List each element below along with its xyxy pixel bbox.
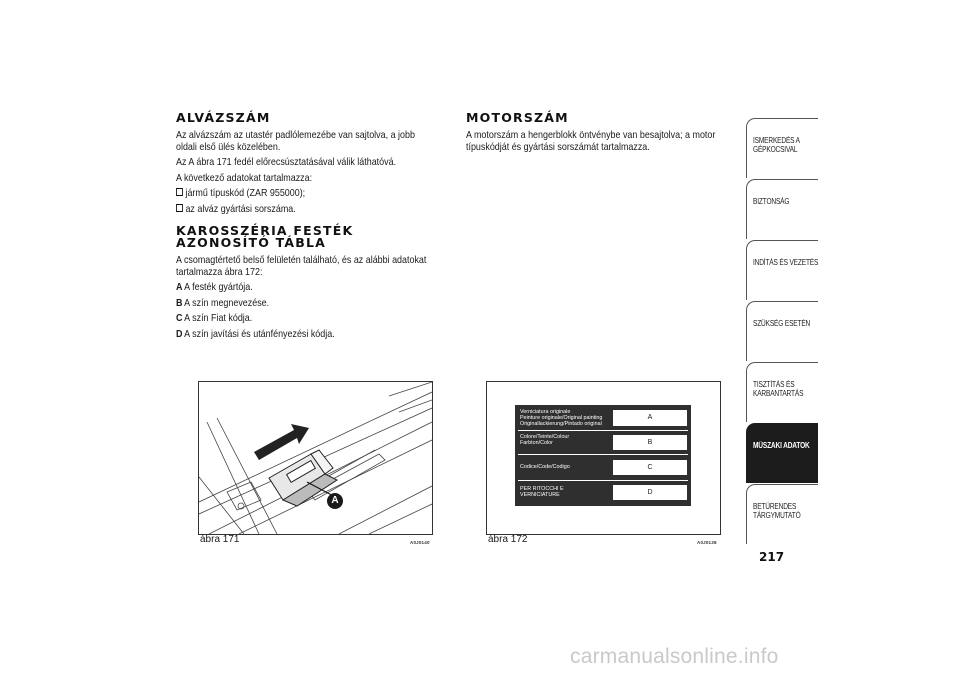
figure-172-code: A0J0138 <box>697 540 717 545</box>
plate-row-b-text: Colore/Teinte/Colour Farbton/Color <box>520 434 570 447</box>
heading-chassis-number: ALVÁZSZÁM <box>176 110 271 125</box>
watermark: carmanualsonline.info <box>570 645 779 668</box>
paint-plate-paragraph: A csomagtértető belső felületén található, és az alábbi adatokat tartalmazza ábra 172: <box>176 255 427 278</box>
list-item: jármű típuskód (ZAR 955000); <box>176 188 437 200</box>
list-item: A A festék gyártója. <box>176 282 253 293</box>
list-item: C A szín Fiat kódja. <box>176 313 253 324</box>
tab-tisztitas[interactable]: TISZTÍTÁS ÉS KARBANTARTÁS <box>746 362 818 422</box>
plate-box-b: B <box>613 435 687 450</box>
tab-szukseg[interactable]: SZÜKSÉG ESETÉN <box>746 301 818 361</box>
plate-row-a-text: Verniciatura originale Peinture originale/Original painting Originallackierung/Pintado original <box>520 409 603 428</box>
plate-divider <box>518 454 688 455</box>
right-column <box>466 112 728 157</box>
tab-targymutato[interactable]: BETŰRENDES TÁRGYMUTATÓ <box>746 484 818 544</box>
plate-row-c-text: Codice/Code/Codigo <box>520 464 570 470</box>
plate-box-d: D <box>613 485 687 500</box>
tab-inditas[interactable]: INDÍTÁS ÉS VEZETÉS <box>746 240 818 300</box>
page-number: 217 <box>759 550 785 564</box>
chassis-paragraph-3: A következő adatokat tartalmazza: <box>176 172 313 184</box>
heading-engine-number: MOTORSZÁM <box>466 110 569 125</box>
chassis-number-drawing <box>199 382 432 534</box>
list-item: D A szín javítási és utánfényezési kódja. <box>176 328 335 340</box>
checkbox-bullet-icon <box>176 188 183 196</box>
chassis-paragraph-2: Az A ábra 171 fedél előrecsúsztatásával válik láthatóvá. <box>176 157 397 168</box>
figure-171-illustration <box>198 381 433 535</box>
plate-box-c: C <box>613 460 687 475</box>
plate-divider <box>518 480 688 481</box>
engine-paragraph: A motorszám a hengerblokk öntvénybe van besajtolva; a motor típuskódját és gyártási sorszámát tartalmazza. <box>466 130 716 153</box>
tab-ismerkedes[interactable]: ISMERKEDÉS A GÉPKOCSIVAL <box>746 118 818 178</box>
plate-box-a: A <box>613 410 687 426</box>
tab-biztonsag[interactable]: BIZTONSÁG <box>746 179 818 239</box>
chassis-paragraph-1: Az alvázszám az utastér padlólemezébe van sajtolva, a jobb oldali első ülés közelében. <box>176 130 415 153</box>
figure-172-caption: ábra 172 <box>488 534 528 545</box>
checkbox-bullet-icon <box>176 204 183 212</box>
heading-paint-plate: KAROSSZÉRIA FESTÉK AZONOSÍTÓ TÁBLA <box>176 223 354 250</box>
plate-divider <box>518 430 688 431</box>
plate-row-d-text: PER RITOCCHI E VERNICIATURE <box>520 486 564 499</box>
left-column <box>176 112 438 344</box>
figure-171-caption: ábra 171 <box>200 534 240 545</box>
tab-muszaki-adatok[interactable]: MŰSZAKI ADATOK <box>746 423 818 483</box>
list-item: az alváz gyártási sorszáma. <box>176 204 437 216</box>
marker-a-badge: A <box>327 493 343 509</box>
list-item: B A szín megnevezése. <box>176 297 270 309</box>
figure-171-code: A0J0140 <box>410 540 430 545</box>
paint-identification-plate <box>515 405 691 506</box>
